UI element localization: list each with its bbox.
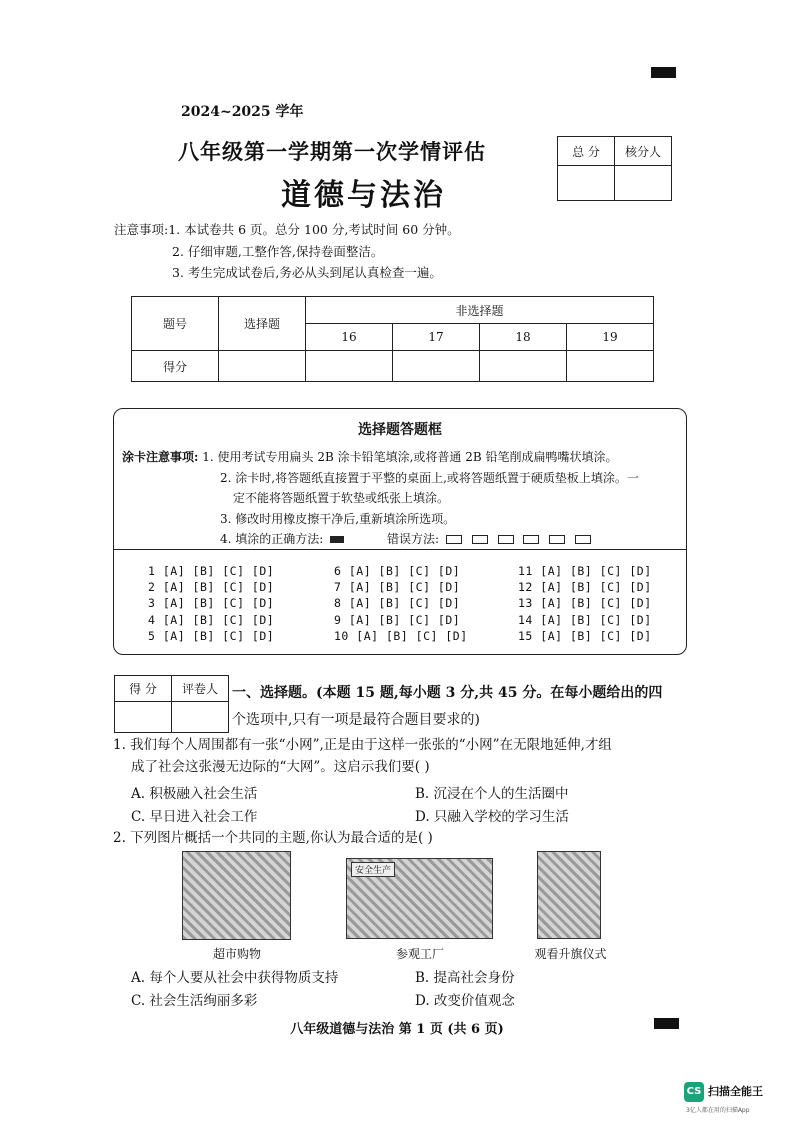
answer-row[interactable]: 14 [A] [B] [C] [D] [518, 612, 652, 627]
grid-label-score: 得分 [132, 351, 219, 382]
correct-fill-icon [330, 536, 344, 543]
fill-note: 定不能将答题纸置于软垫或纸张上填涂。 [233, 491, 450, 505]
section-score-label: 得 分 [115, 676, 172, 702]
note-item: 2. 仔细审题,工整作答,保持卷面整洁。 [172, 243, 384, 259]
option-b[interactable]: B. 沉浸在个人的生活圈中 [415, 786, 569, 802]
section-heading-line2: 个选项中,只有一项是最符合题目要求的) [232, 712, 480, 728]
answer-row[interactable]: 9 [A] [B] [C] [D] [334, 612, 461, 627]
wrong-method-label: 错误方法: [386, 532, 440, 546]
answer-row[interactable]: 12 [A] [B] [C] [D] [518, 580, 652, 595]
grid-score-cell[interactable] [219, 351, 306, 382]
camscanner-name: 扫描全能王 [708, 1085, 763, 1098]
total-score-field[interactable] [558, 166, 615, 201]
question-1-line2: 成了社会这张漫无边际的“大网”。这启示我们要( ) [131, 759, 430, 775]
subject-title: 道德与法治 [281, 178, 446, 213]
caption-supermarket: 超市购物 [212, 947, 261, 961]
grid-number: 17 [393, 324, 480, 351]
correct-method-label: 4. 填涂的正确方法: [220, 532, 324, 546]
answer-column-3 [518, 563, 652, 644]
section-score-box [114, 675, 229, 733]
answer-row[interactable]: 10 [A] [B] [C] [D] [334, 628, 468, 643]
q2-option-c[interactable]: C. 社会生活绚丽多彩 [131, 993, 258, 1009]
q2-option-d[interactable]: D. 改变价值观念 [415, 993, 515, 1009]
wrong-fill-cross-icon [498, 535, 514, 544]
fill-note: 1. 使用考试专用扁头 2B 涂卡铅笔填涂,或将普通 2B 铅笔削成扁鸭嘴状填涂。 [202, 450, 618, 464]
corner-mark-top [651, 67, 676, 78]
wrong-fill-slash-icon [575, 535, 591, 544]
grid-score-cell[interactable] [393, 351, 480, 382]
total-score-label: 总 分 [558, 137, 615, 166]
score-grid [131, 296, 654, 382]
answer-row[interactable]: 13 [A] [B] [C] [D] [518, 596, 652, 611]
checker-field[interactable] [615, 166, 672, 201]
flag-ceremony-image [537, 851, 601, 939]
answer-row[interactable]: 5 [A] [B] [C] [D] [148, 628, 275, 643]
question-1 [113, 734, 693, 778]
answer-panel-title: 选择题答题框 [358, 422, 442, 438]
question-1-line1: 1. 我们每个人周围都有一张“小网”,正是由于这样一张张的“小网”在无限地延伸,才组 [113, 737, 612, 753]
option-a[interactable]: A. 积极融入社会生活 [131, 786, 258, 802]
wrong-fill-partial-icon [549, 535, 565, 544]
camscanner-tagline: 3亿人都在用的扫描App [686, 1107, 750, 1114]
grid-label-number: 题号 [132, 297, 219, 351]
answer-row[interactable]: 6 [A] [B] [C] [D] [334, 564, 461, 578]
q2-option-a[interactable]: A. 每个人要从社会中获得物质支持 [131, 970, 339, 986]
answer-row[interactable]: 4 [A] [B] [C] [D] [148, 612, 275, 627]
wrong-fill-check-icon [446, 535, 462, 544]
exam-notes [114, 219, 460, 284]
fill-notes [122, 447, 639, 550]
answer-panel [113, 408, 687, 655]
checker-label: 核分人 [615, 137, 672, 166]
grid-score-cell[interactable] [306, 351, 393, 382]
option-d[interactable]: D. 只融入学校的学习生活 [415, 809, 569, 825]
answer-row[interactable]: 8 [A] [B] [C] [D] [334, 596, 461, 611]
supermarket-image [182, 851, 291, 940]
exam-title: 八年级第一学期第一次学情评估 [178, 139, 486, 164]
answer-row[interactable]: 2 [A] [B] [C] [D] [148, 580, 275, 595]
grid-label-nonchoice: 非选择题 [306, 297, 654, 324]
answer-column-1 [148, 563, 274, 644]
note-item: 3. 考生完成试卷后,务必从头到尾认真检查一遍。 [172, 265, 442, 280]
notes-prefix: 注意事项: [114, 222, 169, 237]
option-c[interactable]: C. 早日进入社会工作 [131, 809, 258, 825]
section-heading [232, 680, 662, 734]
fill-notes-label: 涂卡注意事项: [122, 450, 199, 464]
wrong-fill-line-icon [523, 535, 539, 544]
wrong-fill-dot-icon [472, 535, 488, 544]
grid-number: 18 [480, 324, 567, 351]
caption-flag: 观看升旗仪式 [534, 947, 607, 961]
grid-label-choice: 选择题 [219, 297, 306, 351]
answer-row[interactable]: 1 [A] [B] [C] [D] [148, 564, 275, 578]
grid-number: 16 [306, 324, 393, 351]
camscanner-logo-icon: CS [684, 1082, 704, 1102]
school-year: 2024~2025 学年 [181, 104, 304, 120]
section-score-field[interactable] [115, 702, 172, 733]
question-2-stem: 2. 下列图片概括一个共同的主题,你认为最合适的是( ) [113, 830, 433, 846]
fill-note: 2. 涂卡时,将答题纸直接置于平整的桌面上,或将答题纸置于硬质垫板上填涂。一 [220, 470, 639, 485]
grid-score-cell[interactable] [567, 351, 654, 382]
fill-note: 3. 修改时用橡皮擦干净后,重新填涂所选项。 [220, 511, 456, 526]
q2-option-b[interactable]: B. 提高社会身份 [415, 970, 515, 986]
grid-score-cell[interactable] [480, 351, 567, 382]
factory-image [346, 858, 493, 939]
answer-column-2 [334, 563, 468, 644]
factory-sign: 安全生产 [351, 862, 395, 877]
section-heading-line1: 一、选择题。(本题 15 题,每小题 3 分,共 45 分。在每小题给出的四 [232, 685, 663, 701]
section-grader-field[interactable] [172, 702, 229, 733]
page-footer: 八年级道德与法治 第 1 页 (共 6 页) [290, 1022, 504, 1037]
caption-factory: 参观工厂 [395, 947, 444, 961]
grid-number: 19 [567, 324, 654, 351]
panel-divider [114, 549, 686, 550]
answer-row[interactable]: 3 [A] [B] [C] [D] [148, 596, 275, 611]
total-score-box [557, 136, 672, 201]
answer-row[interactable]: 7 [A] [B] [C] [D] [334, 580, 461, 595]
note-item: 1. 本试卷共 6 页。总分 100 分,考试时间 60 分钟。 [168, 222, 460, 237]
section-grader-label: 评卷人 [172, 676, 229, 702]
answer-row[interactable]: 15 [A] [B] [C] [D] [518, 628, 652, 643]
answer-row[interactable]: 11 [A] [B] [C] [D] [518, 564, 652, 578]
